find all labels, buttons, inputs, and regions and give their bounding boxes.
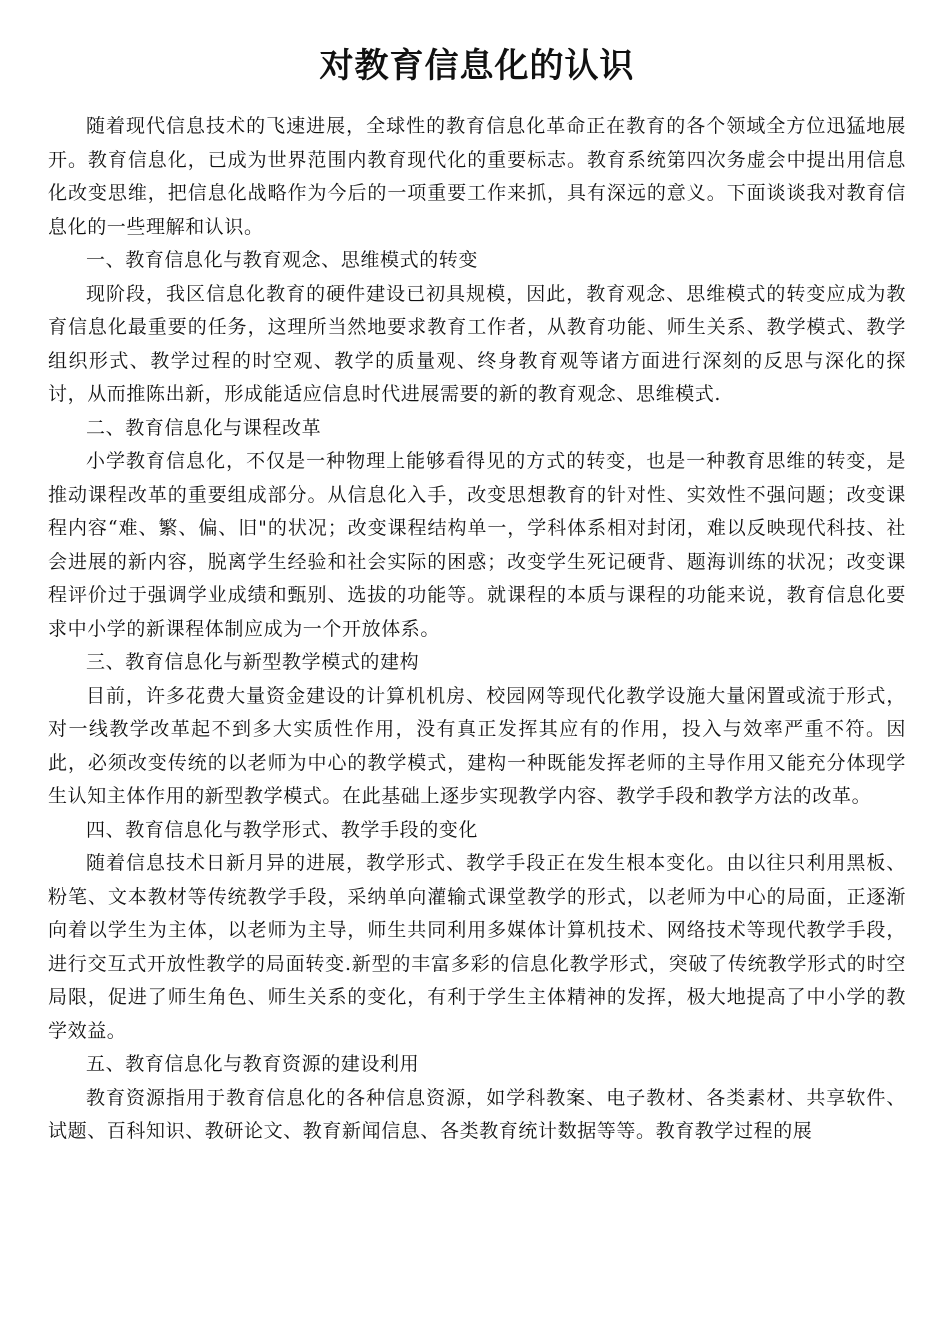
- section-heading-4: 四、教育信息化与教学形式、教学手段的变化: [86, 818, 479, 841]
- section-heading-5: 五、教育信息化与教育资源的建设利用: [86, 1053, 420, 1075]
- section-paragraph-4: 随着信息技术日新月异的进展，教学形式、教学手段正在发生根本变化。由以往只利用黑板、粉笔、文本教材等传统教学手段，采纳单向灌输式课堂教学的形式，以老师为中心的局面，正逐渐向着以学生为主体，以老师为主导，师生共同利用多媒体计算机技术、网络技术等现代教学手段，进行交互式开放性教学的局面转变.新型的丰富多彩的信息化教学形式，突破了传统教学形式的时空局限，促进了师生角色、师生关系的变化，有利于学生主体精神的发挥，极大地提高了中小学的教学效益。: [48, 852, 906, 1042]
- section-paragraph-3: 目前，许多花费大量资金建设的计算机机房、校园网等现代化教学设施大量闲置或流于形式，对一线教学改革起不到多大实质性作用，没有真正发挥其应有的作用，投入与效率严重不符。因此，必须改变传统的以老师为中心的教学模式，建构一种既能发挥老师的主导作用又能充分体现学生认知主体作用的新型教学模式。在此基础上逐步实现教学内容、教学手段和教学方法的改革。: [48, 684, 906, 807]
- intro-paragraph: 随着现代信息技术的飞速进展，全球性的教育信息化革命正在教育的各个领域全方位迅猛地展开。教育信息化，已成为世界范围内教育现代化的重要标志。教育系统第四次务虚会中提出用信息化改变思维，把信息化战略作为今后的一项重要工作来抓，具有深远的意义。下面谈谈我对教育信息化的一些理解和认识。: [48, 115, 906, 238]
- section-paragraph-5: 教育资源指用于教育信息化的各种信息资源，如学科教案、电子教材、各类素材、共享软件、试题、百科知识、教研论文、教育新闻信息、各类教育统计数据等等。教育教学过程的展: [48, 1086, 906, 1142]
- document-page: [48, 40, 906, 1149]
- document-title: 对教育信息化的认识: [319, 46, 635, 86]
- section-heading-2: 二、教育信息化与课程改革: [86, 416, 322, 439]
- section-heading-1: 一、教育信息化与教育观念、思维模式的转变: [86, 249, 479, 271]
- section-paragraph-2: 小学教育信息化，不仅是一种物理上能够看得见的方式的转变，也是一种教育思维的转变，是推动课程改革的重要组成部分。从信息化入手，改变思想教育的针对性、实效性不强问题；改变课程内容“难、繁、偏、旧"的状况；改变课程结构单一，学科体系相对封闭，难以反映现代科技、社会进展的新内容，脱离学生经验和社会实际的困惑；改变学生死记硬背、题海训练的状况；改变课程评价过于强调学业成绩和甄别、选拔的功能等。就课程的本质与课程的功能来说，教育信息化要求中小学的新课程体制应成为一个开放体系。: [48, 450, 906, 640]
- section-heading-3: 三、教育信息化与新型教学模式的建构: [86, 651, 420, 673]
- section-paragraph-1: 现阶段，我区信息化教育的硬件建设已初具规模，因此，教育观念、思维模式的转变应成为教育信息化最重要的任务，这理所当然地要求教育工作者，从教育功能、师生关系、教学模式、教学组织形式、教学过程的时空观、教学的质量观、终身教育观等诸方面进行深刻的反思与深化的探讨，从而推陈出新，形成能适应信息时代进展需要的新的教育观念、思维模式.: [48, 282, 906, 405]
